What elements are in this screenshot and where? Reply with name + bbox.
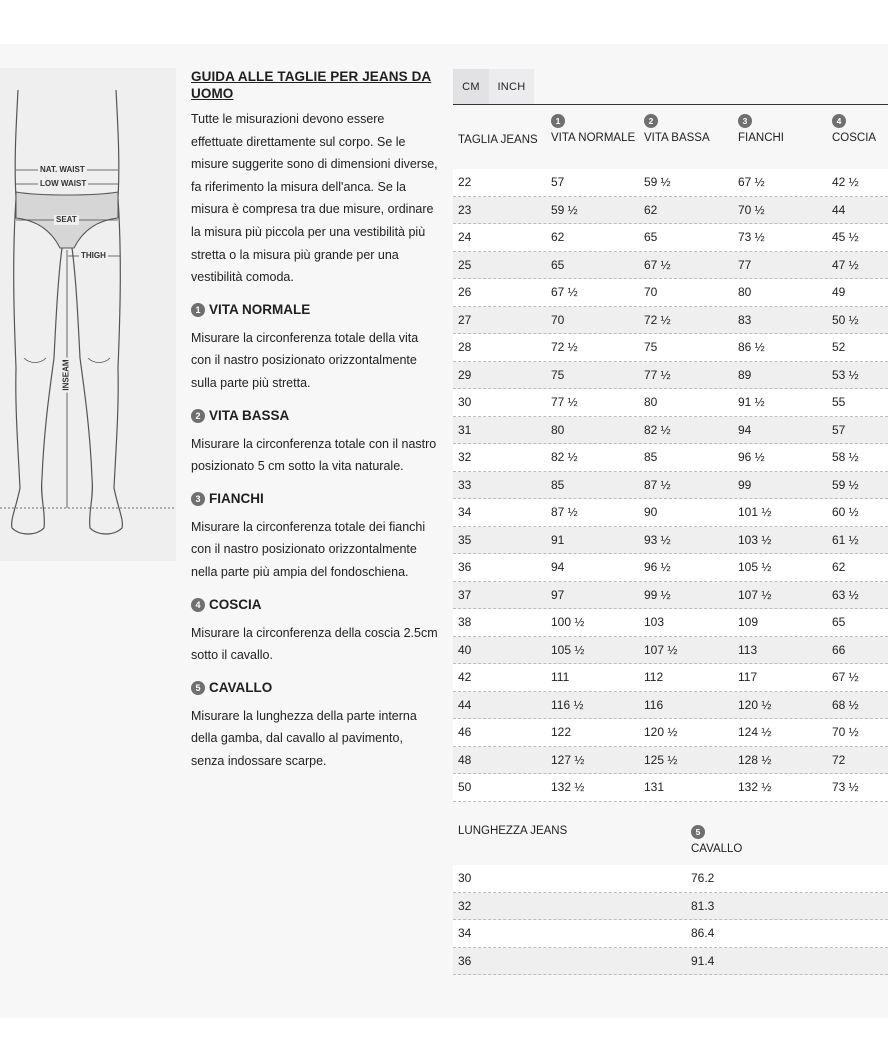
table-cell: 97	[551, 587, 565, 602]
table-cell: 55	[832, 395, 846, 410]
column-header	[453, 106, 546, 169]
length-table-body	[453, 865, 888, 975]
table-cell: 24	[458, 230, 472, 245]
table-cell: 73 ½	[832, 780, 859, 795]
column-header-label: LUNGHEZZA JEANS	[458, 825, 568, 837]
table-cell: 60 ½	[832, 505, 859, 520]
low-waist-label: LOW WAIST	[40, 179, 87, 188]
table-cell: 62	[644, 202, 658, 217]
table-cell: 85	[644, 450, 658, 465]
table-cell: 99 ½	[644, 587, 671, 602]
table-cell: 99	[738, 477, 752, 492]
column-header	[546, 106, 639, 169]
thigh-label: THIGH	[81, 251, 106, 260]
column-number-badge: 1	[551, 114, 565, 128]
table-row	[453, 664, 888, 692]
nat-waist-label: NAT. WAIST	[40, 165, 85, 174]
table-cell: 105 ½	[551, 642, 585, 657]
table-cell: 87 ½	[644, 477, 671, 492]
table-cell: 105 ½	[738, 560, 772, 575]
column-header-content	[644, 114, 733, 146]
column-header-label: VITA BASSA	[644, 132, 710, 144]
table-cell: 61 ½	[832, 532, 859, 547]
section-number-badge: 4	[191, 598, 205, 612]
table-cell: 117	[738, 670, 758, 685]
section-title	[191, 595, 439, 615]
section-text: Misurare la lunghezza della parte interna della gamba, dal cavallo al pavimento, senza indossare scarpe.	[191, 708, 417, 768]
section-title	[191, 678, 439, 698]
section-text: Misurare la circonferenza totale dei fianchi con il nastro posizionato orizzontalmente nella parte più ampia del fondoschiena.	[191, 519, 426, 579]
table-cell: 50	[458, 780, 472, 795]
table-cell: 81.3	[691, 898, 715, 913]
table-cell: 25	[458, 257, 472, 272]
column-header	[827, 106, 888, 169]
table-cell: 86 ½	[738, 340, 765, 355]
table-cell: 70 ½	[738, 202, 765, 217]
table-cell: 86.4	[691, 926, 715, 941]
table-row	[453, 169, 888, 197]
table-cell: 28	[458, 340, 472, 355]
table-cell: 31	[458, 422, 472, 437]
table-cell: 127 ½	[551, 752, 585, 767]
table-cell: 103 ½	[738, 532, 772, 547]
table-cell: 27	[458, 312, 472, 327]
table-row	[453, 637, 888, 665]
guide-section	[191, 678, 439, 773]
table-cell: 50 ½	[832, 312, 859, 327]
table-cell: 91	[551, 532, 565, 547]
tab-inch[interactable]: INCH	[489, 69, 534, 104]
section-text: Misurare la circonferenza totale con il nastro posizionato 5 cm sotto la vita naturale.	[191, 436, 437, 474]
table-cell: 59 ½	[644, 175, 671, 190]
section-text: Misurare la circonferenza della coscia 2.5cm sotto il cavallo.	[191, 625, 438, 663]
table-cell: 77	[738, 257, 752, 272]
table-cell: 59 ½	[551, 202, 578, 217]
column-number-badge: 4	[832, 114, 846, 128]
table-row	[453, 609, 888, 637]
table-cell: 36	[458, 953, 472, 968]
size-table-body	[453, 169, 888, 802]
section-title-text: FIANCHI	[209, 490, 264, 506]
section-number-badge: 3	[191, 492, 205, 506]
table-cell: 91.4	[691, 953, 715, 968]
table-cell: 65	[832, 615, 846, 630]
table-cell: 75	[551, 367, 565, 382]
table-row	[453, 582, 888, 610]
table-cell: 70 ½	[832, 725, 859, 740]
table-cell: 34	[458, 926, 472, 941]
table-cell: 62	[832, 560, 846, 575]
table-cell: 22	[458, 175, 472, 190]
table-cell: 96 ½	[738, 450, 765, 465]
table-cell: 70	[551, 312, 565, 327]
table-row	[453, 252, 888, 280]
column-number-badge: 5	[691, 825, 705, 839]
table-cell: 62	[551, 230, 565, 245]
table-cell: 49	[832, 285, 846, 300]
table-cell: 46	[458, 725, 472, 740]
table-row	[453, 527, 888, 555]
table-row	[453, 948, 888, 976]
table-cell: 26	[458, 285, 472, 300]
column-header-content	[738, 114, 827, 146]
table-cell: 89	[738, 367, 752, 382]
table-row	[453, 362, 888, 390]
table-cell: 37	[458, 587, 472, 602]
length-table	[453, 813, 888, 975]
table-row	[453, 307, 888, 335]
table-row	[453, 417, 888, 445]
table-cell: 111	[551, 670, 570, 685]
table-cell: 65	[644, 230, 658, 245]
section-number-badge: 2	[191, 409, 205, 423]
guide-intro: Tutte le misurazioni devono essere effettuate direttamente sul corpo. Se le misure suggerite sono di dimensioni diverse, fa riferimento la misura dell'anca. Se la misura è compresa tra due misure, ordinare la misura più piccola per una vestibilità più stretta o la misura più grande per una vestibilità comoda.	[191, 112, 438, 285]
column-header-label: TAGLIA JEANS	[458, 134, 538, 146]
table-row	[453, 334, 888, 362]
table-cell: 80	[738, 285, 752, 300]
table-cell: 44	[832, 202, 846, 217]
table-cell: 57	[832, 422, 846, 437]
section-title-text: COSCIA	[209, 596, 262, 612]
table-cell: 72 ½	[644, 312, 671, 327]
table-cell: 29	[458, 367, 472, 382]
section-title	[191, 406, 439, 426]
table-cell: 42	[458, 670, 472, 685]
table-cell: 91 ½	[738, 395, 765, 410]
table-cell: 23	[458, 202, 472, 217]
table-cell: 47 ½	[832, 257, 859, 272]
table-cell: 45 ½	[832, 230, 859, 245]
table-cell: 42 ½	[832, 175, 859, 190]
table-cell: 80	[644, 395, 658, 410]
legs-illustration	[0, 68, 176, 561]
table-row	[453, 444, 888, 472]
table-cell: 122	[551, 725, 572, 740]
section-text: Misurare la circonferenza totale della vita con il nastro posizionato orizzontalmente sulla parte più stretta.	[191, 330, 419, 390]
table-row	[453, 893, 888, 921]
guide-section	[191, 300, 439, 395]
table-cell: 109	[738, 615, 759, 630]
column-header	[686, 813, 888, 865]
guide-title: GUIDA ALLE TAGLIE PER JEANS DA UOMO	[191, 69, 432, 101]
table-cell: 67 ½	[832, 670, 859, 685]
table-cell: 67 ½	[738, 175, 765, 190]
size-table-header	[453, 106, 888, 169]
section-number-badge: 1	[191, 303, 205, 317]
table-cell: 48	[458, 752, 472, 767]
section-title-text: VITA NORMALE	[209, 301, 311, 317]
table-cell: 132 ½	[738, 780, 772, 795]
size-table	[453, 106, 888, 802]
table-cell: 38	[458, 615, 472, 630]
section-number-badge: 5	[191, 681, 205, 695]
table-cell: 120 ½	[644, 725, 678, 740]
section-title-text: CAVALLO	[209, 679, 273, 695]
table-cell: 36	[458, 560, 472, 575]
table-cell: 116	[644, 697, 664, 712]
column-number-badge: 2	[644, 114, 658, 128]
section-title	[191, 300, 439, 320]
table-cell: 72	[832, 752, 846, 767]
column-header-label: VITA NORMALE	[551, 132, 636, 144]
table-cell: 116 ½	[551, 697, 584, 712]
table-cell: 113	[738, 642, 758, 657]
table-cell: 30	[458, 395, 472, 410]
table-cell: 90	[644, 505, 658, 520]
column-header	[453, 813, 686, 865]
table-cell: 68 ½	[832, 697, 859, 712]
table-cell: 30	[458, 871, 472, 886]
table-cell: 82 ½	[551, 450, 578, 465]
table-cell: 72 ½	[551, 340, 578, 355]
table-cell: 44	[458, 697, 472, 712]
guide-section	[191, 595, 439, 667]
table-row	[453, 224, 888, 252]
table-cell: 85	[551, 477, 565, 492]
column-header	[733, 106, 827, 169]
table-cell: 77 ½	[551, 395, 578, 410]
column-header	[639, 106, 733, 169]
body-measurement-figure	[0, 68, 176, 561]
table-cell: 94	[738, 422, 752, 437]
table-cell: 34	[458, 505, 472, 520]
table-cell: 82 ½	[644, 422, 671, 437]
table-row	[453, 554, 888, 582]
table-cell: 75	[644, 340, 658, 355]
guide-section	[191, 489, 439, 584]
column-header-content	[832, 114, 888, 146]
table-cell: 73 ½	[738, 230, 765, 245]
table-row	[453, 499, 888, 527]
table-cell: 132 ½	[551, 780, 585, 795]
table-cell: 94	[551, 560, 565, 575]
table-cell: 53 ½	[832, 367, 859, 382]
column-header-content	[691, 825, 888, 857]
table-row	[453, 865, 888, 893]
table-cell: 76.2	[691, 871, 715, 886]
table-cell: 67 ½	[551, 285, 578, 300]
table-cell: 52	[832, 340, 846, 355]
table-cell: 63 ½	[832, 587, 859, 602]
table-cell: 107 ½	[644, 642, 678, 657]
table-cell: 77 ½	[644, 367, 671, 382]
table-row	[453, 774, 888, 802]
table-row	[453, 692, 888, 720]
table-cell: 67 ½	[644, 257, 671, 272]
table-cell: 35	[458, 532, 472, 547]
table-cell: 57	[551, 175, 565, 190]
guide-section	[191, 406, 439, 478]
column-header-label: CAVALLO	[691, 843, 743, 855]
inseam-label: INSEAM	[61, 359, 71, 391]
table-cell: 107 ½	[738, 587, 772, 602]
table-cell: 70	[644, 285, 658, 300]
size-guide-text	[191, 68, 439, 772]
table-cell: 112	[644, 670, 664, 685]
table-cell: 103	[644, 615, 665, 630]
table-cell: 131	[644, 780, 665, 795]
table-row	[453, 389, 888, 417]
table-row	[453, 920, 888, 948]
table-row	[453, 472, 888, 500]
unit-tabs	[453, 69, 534, 104]
length-table-header	[453, 813, 888, 865]
table-cell: 125 ½	[644, 752, 678, 767]
table-cell: 59 ½	[832, 477, 859, 492]
tab-divider	[453, 104, 888, 105]
table-cell: 93 ½	[644, 532, 671, 547]
table-row	[453, 747, 888, 775]
column-header-label: FIANCHI	[738, 132, 784, 144]
table-cell: 87 ½	[551, 505, 578, 520]
table-cell: 101 ½	[738, 505, 772, 520]
table-cell: 58 ½	[832, 450, 859, 465]
column-number-badge: 3	[738, 114, 752, 128]
table-cell: 128 ½	[738, 752, 772, 767]
table-cell: 65	[551, 257, 565, 272]
table-row	[453, 279, 888, 307]
table-cell: 66	[832, 642, 846, 657]
table-cell: 33	[458, 477, 472, 492]
table-cell: 32	[458, 450, 472, 465]
table-cell: 32	[458, 898, 472, 913]
table-row	[453, 197, 888, 225]
section-title	[191, 489, 439, 509]
table-cell: 96 ½	[644, 560, 671, 575]
table-cell: 120 ½	[738, 697, 772, 712]
section-title-text: VITA BASSA	[209, 407, 290, 423]
column-header-content	[551, 114, 639, 146]
column-header-content	[458, 132, 546, 148]
table-cell: 100 ½	[551, 615, 585, 630]
table-row	[453, 719, 888, 747]
table-cell: 124 ½	[738, 725, 772, 740]
table-cell: 80	[551, 422, 565, 437]
table-cell: 40	[458, 642, 472, 657]
column-header-label: COSCIA	[832, 132, 877, 144]
tab-cm[interactable]: CM	[453, 69, 489, 104]
column-header-content	[458, 823, 686, 839]
table-cell: 83	[738, 312, 752, 327]
seat-label: SEAT	[56, 215, 77, 224]
